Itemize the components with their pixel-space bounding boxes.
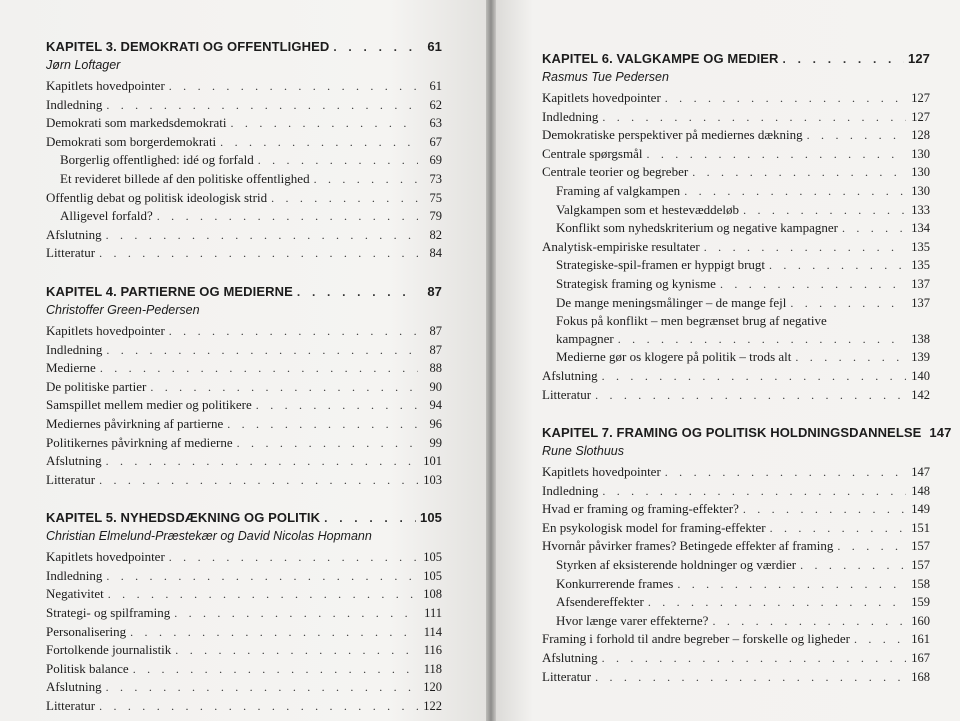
leader-dots [595, 387, 906, 405]
entry-page-number: 149 [911, 502, 930, 517]
toc-entry [542, 612, 930, 631]
toc-entry [46, 151, 442, 170]
toc-chapter [542, 424, 952, 686]
toc-entry [542, 348, 930, 367]
leader-dots [770, 520, 906, 538]
leader-dots [648, 594, 906, 612]
leader-dots [807, 127, 906, 145]
entry-text: Personalisering [46, 623, 127, 639]
chapter-author: Christian Elmelund-Præstekær og David Nicolas Hopmann [46, 529, 372, 544]
leader-dots [99, 698, 418, 716]
entry-page-number: 161 [911, 632, 930, 647]
leader-dots [130, 624, 418, 642]
entry-text: Politikernes påvirkning af medierne [46, 434, 233, 450]
entry-text: Samspillet mellem medier og politikere [46, 397, 252, 413]
toc-entry [542, 668, 930, 687]
toc-entry [542, 275, 930, 294]
toc-entry [46, 567, 442, 586]
toc-entry [46, 226, 442, 245]
toc-entry [46, 114, 442, 133]
toc-entry [542, 89, 930, 108]
entry-text: Hvor længe varer effekterne? [556, 612, 709, 628]
toc-chapter [542, 50, 930, 404]
leader-dots [169, 549, 418, 567]
entry-text: Afslutning [46, 679, 102, 695]
book-gutter [486, 0, 496, 721]
entry-text: Strategi- og spilframing [46, 605, 171, 621]
entry-text: Kapitlets hovedpointer [46, 322, 165, 338]
entry-page-number: 108 [423, 587, 442, 602]
leader-dots [854, 631, 906, 649]
toc-entry-line: Fokus på konflikt – men begrænset brug af negative [556, 313, 827, 329]
toc-entry [542, 145, 930, 164]
entry-text: Borgerlig offentlighed: idé og forfald [60, 152, 254, 168]
toc-entry [542, 575, 930, 594]
entry-page-number: 135 [911, 239, 930, 254]
leader-dots [314, 171, 418, 189]
entry-text-continuation: kampagner [556, 330, 614, 346]
chapter-author: Jørn Loftager [46, 58, 121, 72]
entry-text: Fortolkende journalistik [46, 642, 172, 658]
chapter-heading [46, 38, 442, 56]
leader-dots [704, 239, 906, 257]
toc-entry [46, 341, 442, 360]
toc-entry [46, 378, 442, 397]
leader-dots [692, 164, 906, 182]
leader-dots [783, 51, 904, 68]
leader-dots [795, 349, 906, 367]
entry-text: Demokrati som markedsdemokrati [46, 115, 227, 131]
entry-text: En psykologisk model for framing-effekter [542, 519, 766, 535]
entry-page-number: 94 [429, 398, 442, 413]
chapter-heading [542, 50, 930, 68]
leader-dots [157, 208, 418, 226]
entry-text: De mange meningsmålinger – de mange fejl [556, 294, 787, 310]
toc-entry [46, 322, 442, 341]
entry-text: Framing af valgkampen [556, 182, 681, 198]
toc-entry [46, 359, 442, 378]
entry-page-number: 138 [911, 331, 930, 346]
chapter-page-number: 61 [427, 39, 442, 54]
toc-entry [46, 548, 442, 567]
toc-entry [542, 219, 930, 238]
entry-page-number: 75 [429, 190, 442, 205]
leader-dots [743, 501, 906, 519]
leader-dots [769, 257, 906, 275]
leader-dots [602, 109, 906, 127]
leader-dots [800, 557, 906, 575]
leader-dots [324, 510, 416, 527]
leader-dots [677, 576, 906, 594]
entry-page-number: 96 [429, 416, 442, 431]
toc-entry [46, 604, 442, 623]
entry-page-number: 137 [911, 276, 930, 291]
entry-text: Litteratur [542, 386, 592, 402]
entry-page-number: 62 [429, 97, 442, 112]
entry-page-number: 105 [423, 550, 442, 565]
entry-page-number: 151 [911, 520, 930, 535]
toc-entry [542, 330, 930, 349]
toc-entry [46, 678, 442, 697]
entry-text: Afslutning [542, 650, 598, 666]
entry-page-number: 148 [911, 483, 930, 498]
toc-entry [542, 463, 930, 482]
entry-text: Politisk balance [46, 660, 129, 676]
entry-text: Et revideret billede af den politiske offentlighed [60, 170, 310, 186]
toc-entry [542, 593, 930, 612]
entry-text: Litteratur [46, 698, 96, 714]
entry-page-number: 82 [429, 227, 442, 242]
toc-entry [46, 415, 442, 434]
toc-entry [542, 537, 930, 556]
leader-dots [602, 650, 906, 668]
entry-page-number: 90 [429, 379, 442, 394]
entry-text: Negativitet [46, 586, 104, 602]
chapter-title: KAPITEL 7. FRAMING OG POLITISK HOLDNINGSDANNELSE [542, 425, 922, 441]
entry-text: Konflikt som nyhedskriterium og negative kampagner [556, 220, 838, 236]
entry-page-number: 101 [423, 454, 442, 469]
entry-page-number: 128 [911, 128, 930, 143]
entry-text: Valgkampen som et hestevæddeløb [556, 201, 740, 217]
entry-page-number: 116 [423, 643, 442, 658]
toc-entry [46, 396, 442, 415]
entry-text: Afslutning [542, 367, 598, 383]
entry-text: Alligevel forfald? [60, 208, 153, 224]
toc-entry [46, 77, 442, 96]
entry-page-number: 79 [429, 209, 442, 224]
leader-dots [106, 568, 418, 586]
leader-dots [237, 435, 418, 453]
toc-entry [46, 434, 442, 453]
entry-page-number: 99 [429, 435, 442, 450]
entry-text: Styrken af eksisterende holdninger og værdier [556, 557, 797, 573]
leader-dots [743, 202, 906, 220]
entry-text: Centrale teorier og begreber [542, 164, 689, 180]
entry-page-number: 103 [423, 472, 442, 487]
leader-dots [271, 190, 418, 208]
leader-dots [150, 379, 418, 397]
toc-entry [542, 238, 930, 257]
entry-text: Indledning [46, 96, 103, 112]
toc-entry [542, 386, 930, 405]
entry-text: Demokratiske perspektiver på mediernes dækning [542, 127, 803, 143]
toc-entry [542, 367, 930, 386]
chapter-title: KAPITEL 3. DEMOKRATI OG OFFENTLIGHED [46, 39, 330, 54]
entry-text: Strategiske-spil-framen er hyppigt brugt [556, 257, 766, 273]
leader-dots [837, 538, 906, 556]
entry-text: Strategisk framing og kynisme [556, 275, 716, 291]
entry-page-number: 69 [429, 153, 442, 168]
leader-dots [108, 586, 418, 604]
entry-page-number: 140 [911, 368, 930, 383]
entry-page-number: 159 [911, 595, 930, 610]
entry-page-number: 118 [423, 661, 442, 676]
toc-entry [542, 108, 930, 127]
chapter-author: Rune Slothuus [542, 444, 625, 459]
toc-entry [46, 133, 442, 152]
entry-text: Framing i forhold til andre begreber – forskelle og ligheder [542, 631, 850, 647]
toc-chapter [46, 509, 442, 715]
entry-page-number: 120 [423, 680, 442, 695]
leader-dots [106, 342, 418, 360]
toc-chapter [46, 38, 442, 263]
leader-dots [333, 39, 418, 56]
entry-page-number: 114 [423, 624, 442, 639]
entry-text: Indledning [46, 567, 103, 583]
entry-page-number: 160 [911, 613, 930, 628]
toc-entry [542, 500, 930, 519]
entry-text: Indledning [542, 482, 599, 498]
leader-dots [99, 472, 418, 490]
entry-text: Centrale spørgsmål [542, 145, 643, 161]
toc-entry [46, 641, 442, 660]
toc-entry [542, 630, 930, 649]
toc-entry [46, 207, 442, 226]
entry-text: Indledning [542, 108, 599, 124]
toc-entry [542, 649, 930, 668]
toc-entry [46, 244, 442, 263]
entry-page-number: 88 [429, 361, 442, 376]
leader-dots [106, 227, 418, 245]
entry-page-number: 127 [911, 91, 930, 105]
entry-text: Kapitlets hovedpointer [542, 464, 661, 480]
entry-text: Kapitlets hovedpointer [542, 90, 661, 105]
entry-page-number: 142 [911, 387, 930, 402]
leader-dots [174, 605, 418, 623]
entry-page-number: 67 [429, 134, 442, 149]
entry-page-number: 127 [911, 109, 930, 124]
entry-text: Hvad er framing og framing-effekter? [542, 501, 739, 517]
entry-page-number: 84 [429, 246, 442, 261]
entry-page-number: 111 [424, 606, 442, 621]
chapter-page-number: 105 [420, 510, 442, 526]
entry-page-number: 167 [911, 651, 930, 666]
leader-dots [175, 642, 418, 660]
toc-entry [542, 556, 930, 575]
entry-text: Kapitlets hovedpointer [46, 549, 165, 565]
entry-page-number: 147 [911, 465, 930, 480]
entry-text: Kapitlets hovedpointer [46, 78, 165, 93]
entry-text: Afslutning [46, 226, 102, 242]
leader-dots [169, 323, 418, 341]
toc-entry [46, 585, 442, 604]
leader-dots [231, 115, 418, 133]
entry-page-number: 130 [911, 165, 930, 180]
entry-page-number: 134 [911, 221, 930, 236]
toc-entry [46, 96, 442, 115]
entry-text: Litteratur [542, 668, 592, 684]
chapter-heading [46, 283, 442, 301]
toc-entry [46, 660, 442, 679]
leader-dots [99, 245, 418, 263]
toc-entry [46, 189, 442, 208]
toc-entry [542, 294, 930, 313]
leader-dots [842, 220, 906, 238]
leader-dots [665, 90, 906, 108]
toc-entry [542, 482, 930, 501]
leader-dots [106, 679, 418, 697]
entry-text: De politiske partier [46, 378, 147, 394]
entry-text: Medierne gør os klogere på politik – trods alt [556, 349, 792, 365]
toc-entry [46, 452, 442, 471]
right-page [496, 0, 960, 721]
toc-entry [542, 256, 930, 275]
leader-dots [133, 661, 418, 679]
entry-page-number: 61 [429, 79, 442, 93]
toc-entry [46, 170, 442, 189]
chapter-author: Christoffer Green-Pedersen [46, 302, 200, 317]
entry-page-number: 105 [423, 568, 442, 583]
chapter-page-number: 127 [908, 51, 930, 66]
leader-dots [169, 78, 418, 96]
toc-chapter [46, 283, 442, 489]
toc-entry [542, 182, 930, 201]
entry-text: Hvornår påvirker frames? Betingede effekter af framing [542, 538, 834, 554]
toc-entry [542, 519, 930, 538]
chapter-title: KAPITEL 4. PARTIERNE OG MEDIERNE [46, 283, 293, 299]
leader-dots [256, 397, 418, 415]
entry-text: Mediernes påvirkning af partierne [46, 415, 224, 431]
chapter-page-number: 87 [427, 283, 442, 299]
leader-dots [720, 276, 906, 294]
leader-dots [106, 453, 418, 471]
toc-entry [46, 471, 442, 490]
leader-dots [100, 360, 418, 378]
entry-page-number: 157 [911, 558, 930, 573]
entry-page-number: 158 [911, 576, 930, 591]
entry-page-number: 87 [429, 342, 442, 357]
entry-text: Afslutning [46, 453, 102, 469]
chapter-author: Rasmus Tue Pedersen [542, 70, 669, 84]
entry-page-number: 168 [911, 669, 930, 684]
leader-dots [618, 331, 906, 349]
entry-text: Offentlig debat og politisk ideologisk strid [46, 189, 268, 205]
entry-page-number: 130 [911, 183, 930, 198]
chapter-title: KAPITEL 6. VALGKAMPE OG MEDIER [542, 51, 779, 66]
entry-text: Analytisk-empiriske resultater [542, 238, 700, 254]
entry-page-number: 139 [911, 350, 930, 365]
entry-text: Litteratur [46, 471, 96, 487]
leader-dots [297, 284, 418, 301]
entry-text: Afsendereffekter [556, 594, 644, 610]
entry-text: Indledning [46, 341, 103, 357]
chapter-heading [542, 424, 952, 442]
entry-text: Demokrati som borgerdemokrati [46, 133, 217, 149]
leader-dots [790, 295, 906, 313]
leader-dots [647, 146, 907, 164]
toc-entry [542, 163, 930, 182]
leader-dots [684, 183, 906, 201]
leader-dots [665, 464, 906, 482]
entry-page-number: 73 [429, 171, 442, 186]
leader-dots [712, 613, 906, 631]
entry-text: Medierne [46, 360, 96, 376]
chapter-page-number: 147 [929, 425, 952, 441]
chapter-title: KAPITEL 5. NYHEDSDÆKNING OG POLITIK [46, 510, 321, 526]
entry-page-number: 122 [423, 699, 442, 714]
leader-dots [220, 134, 418, 152]
toc-entry [46, 697, 442, 716]
leader-dots [595, 669, 906, 687]
toc-entry [542, 201, 930, 220]
entry-text: Litteratur [46, 245, 96, 261]
chapter-heading [46, 509, 442, 527]
toc-entry [542, 126, 930, 145]
entry-page-number: 157 [911, 539, 930, 554]
leader-dots [106, 97, 418, 115]
toc-entry [46, 623, 442, 642]
leader-dots [227, 416, 418, 434]
entry-text: Konkurrerende frames [556, 575, 674, 591]
entry-page-number: 137 [911, 295, 930, 310]
entry-page-number: 133 [911, 202, 930, 217]
leader-dots [258, 152, 418, 170]
entry-page-number: 87 [429, 323, 442, 338]
entry-page-number: 63 [429, 116, 442, 131]
entry-page-number: 135 [911, 258, 930, 273]
leader-dots [602, 483, 906, 501]
entry-page-number: 130 [911, 146, 930, 161]
leader-dots [602, 368, 906, 386]
